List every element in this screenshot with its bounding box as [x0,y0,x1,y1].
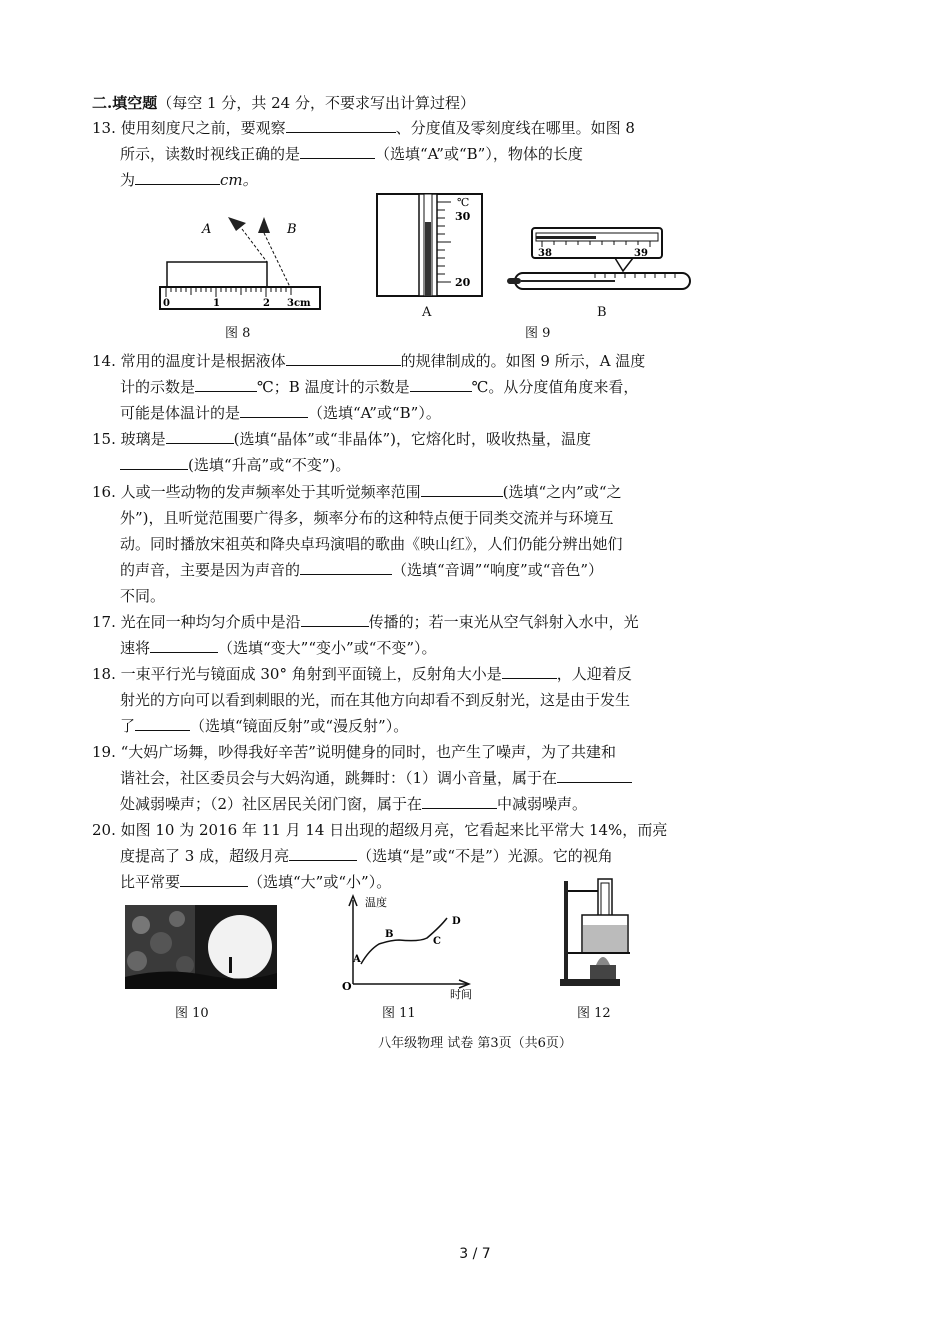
figure-12-apparatus [540,877,640,992]
question-19-line-1: 19. “大妈广场舞，吵得我好辛苦”说明健身的同时，也产生了噪声，为了共建和 [92,743,616,761]
q15-text: (选填“晶体”或“非晶体”)，它熔化时，吸收热量，温度 [233,430,592,448]
q15-text: 15. 玻璃是 [92,430,166,448]
q16-text: （选填“音调”“响度”或“音色”） [392,561,604,579]
answer-blank[interactable] [195,377,257,392]
q18-text: 了 [120,717,136,735]
figure-8-ruler [150,205,330,320]
ruler-tick-1: 1 [213,298,220,309]
q13-text: cm。 [220,171,258,189]
question-20-line-1: 20. 如图 10 为 2016 年 11 月 14 日出现的超级月亮，它看起来比平常大 14%，而亮 [92,821,668,839]
figure-9-caption: 图 9 [525,326,551,341]
q19-text: 处减弱噪声；（2）社区居民关闭门窗，属于在 [120,795,423,813]
page-number: 3 / 7 [459,1246,491,1262]
q14-text: ℃；B 温度计的示数是 [257,378,410,396]
q13-text: 13. 使用刻度尺之前，要观察 [92,119,286,137]
q13-text: 为 [120,171,136,189]
ruler-tick-0: 0 [163,298,170,309]
graph-point-b: B [385,929,394,940]
answer-blank[interactable] [422,794,497,809]
q20-text: 比平常要 [120,873,181,891]
q19-text: 中减弱噪声。 [497,795,588,813]
figure-8-caption: 图 8 [225,326,251,341]
question-17-line-1 [92,612,639,632]
question-13-line-3 [120,170,258,190]
q17-text: 传播的；若一束光从空气斜射入水中，光 [368,613,639,631]
question-13-line-2 [120,144,583,164]
q20-text: （选填“是”或“不是”）光源。它的视角 [357,847,613,865]
q13-text: （选填“A”或“B”），物体的长度 [375,145,583,163]
question-20-line-3 [120,872,391,892]
answer-blank[interactable] [286,118,396,133]
question-18-line-2: 射光的方向可以看到刺眼的光，而在其他方向却看不到反射光，这是由于发生 [120,691,631,709]
section-note: （每空 1 分，共 24 分，不要求写出计算过程） [157,94,475,112]
question-19-line-2 [120,768,632,788]
answer-blank[interactable] [135,170,220,185]
graph-point-d: D [452,916,461,927]
q16-text: 16. 人或一些动物的发声频率处于其听觉频率范围 [92,483,421,501]
figure-9a-thermometer [375,192,485,300]
thermo-a-bottom-mark: 20 [455,276,471,289]
answer-blank[interactable] [421,482,503,497]
eye-a-icon [228,217,246,231]
graph-x-label: 时间 [450,988,472,1000]
question-16-line-1 [92,482,622,502]
q18-text: （选填“镜面反射”或“漫反射”）。 [190,717,409,735]
question-14-line-3 [120,403,441,423]
question-16-line-3: 动。同时播放宋祖英和降央卓玛演唱的歌曲《映山红》，人们仍能分辨出她们 [120,535,623,553]
q20-text: 度提高了 3 成，超级月亮 [120,847,290,865]
q14-text: 可能是体温计的是 [120,404,241,422]
moon-icon [208,915,272,979]
q14-text: 计的示数是 [120,378,196,396]
question-19-line-3 [120,794,587,814]
section-header [92,92,475,113]
question-17-line-2 [120,638,437,658]
question-18-line-3 [120,716,408,736]
answer-blank[interactable] [301,612,369,627]
figure-9b-thermometer [505,225,695,297]
answer-blank[interactable] [286,351,401,366]
ruler-tick-3: 3cm [287,298,311,309]
eye-label-b: B [287,222,297,237]
question-16-line-4 [120,560,603,580]
q14-text: 的规律制成的。如图 9 所示，A 温度 [400,352,646,370]
flame-icon [596,957,610,965]
graph-origin: O [342,980,352,993]
q14-text: ℃。从分度值角度来看， [471,378,639,396]
figure-11-caption: 图 11 [382,1006,416,1021]
q18-text: 18. 一束平行光与镜面成 30° 角射到平面镜上，反射角大小是 [92,665,502,683]
ruler-tick-2: 2 [263,298,270,309]
figure-9b-label: B [597,305,607,320]
thermo-b-right-mark: 39 [634,248,648,259]
thermo-a-top-mark: 30 [455,210,471,223]
figure-12-caption: 图 12 [577,1006,611,1021]
question-14-line-2 [120,377,638,397]
eye-b-icon [258,217,270,233]
answer-blank[interactable] [135,716,190,731]
q20-text: （选填“大”或“小”）。 [248,873,392,891]
question-20-line-2 [120,846,613,866]
answer-blank[interactable] [120,455,188,470]
graph-point-c: C [433,936,441,947]
answer-blank[interactable] [557,768,632,783]
thermo-b-left-mark: 38 [538,248,552,259]
person-silhouette-icon [229,957,232,973]
figure-10-caption: 图 10 [175,1006,209,1021]
q17-text: 速将 [120,639,151,657]
section-heading: 二.填空题 [92,94,158,112]
question-16-line-2: 外”)，且听觉范围要广得多，频率分布的这种特点便于同类交流并与环境互 [120,509,614,527]
answer-blank[interactable] [180,872,248,887]
question-18-line-1 [92,664,632,684]
figure-10-supermoon [125,905,277,989]
answer-blank[interactable] [289,846,357,861]
q14-text: 14. 常用的温度计是根据液体 [92,352,286,370]
answer-blank[interactable] [410,377,472,392]
graph-y-label: 温度 [365,896,387,909]
page-footer: 八年级物理 试卷 第3页（共6页） [378,1036,572,1051]
q13-text: 所示，读数时视线正确的是 [120,145,301,163]
thermo-a-unit: ℃ [457,196,470,209]
answer-blank[interactable] [300,144,375,159]
q16-text: (选填“之内”或“之 [502,483,622,501]
question-15-line-1 [92,429,591,449]
q19-text: 谐社会，社区委员会与大妈沟通，跳舞时：（1）调小音量，属于在 [120,769,558,787]
q16-text: 的声音，主要是因为声音的 [120,561,301,579]
question-14-line-1 [92,351,645,371]
question-16-line-5: 不同。 [120,587,166,605]
q17-text: （选填“变大”“变小”或“不变”）。 [218,639,437,657]
answer-blank[interactable] [502,664,557,679]
q18-text: ，人迎着反 [556,665,632,683]
answer-blank[interactable] [300,560,392,575]
q14-text: （选填“A”或“B”）。 [308,404,441,422]
answer-blank[interactable] [240,403,308,418]
figure-11-graph [335,892,475,1000]
answer-blank[interactable] [166,429,234,444]
q15-text: (选填“升高”或“不变”)。 [188,456,351,474]
eye-label-a: A [202,222,212,237]
q17-text: 17. 光在同一种均匀介质中是沿 [92,613,301,631]
question-15-line-2 [120,455,350,475]
question-13-line-1 [92,118,635,138]
answer-blank[interactable] [150,638,218,653]
figure-9a-label: A [422,305,432,320]
q13-text: 、分度值及零刻度线在哪里。如图 8 [395,119,635,137]
graph-point-a: A [353,954,361,965]
